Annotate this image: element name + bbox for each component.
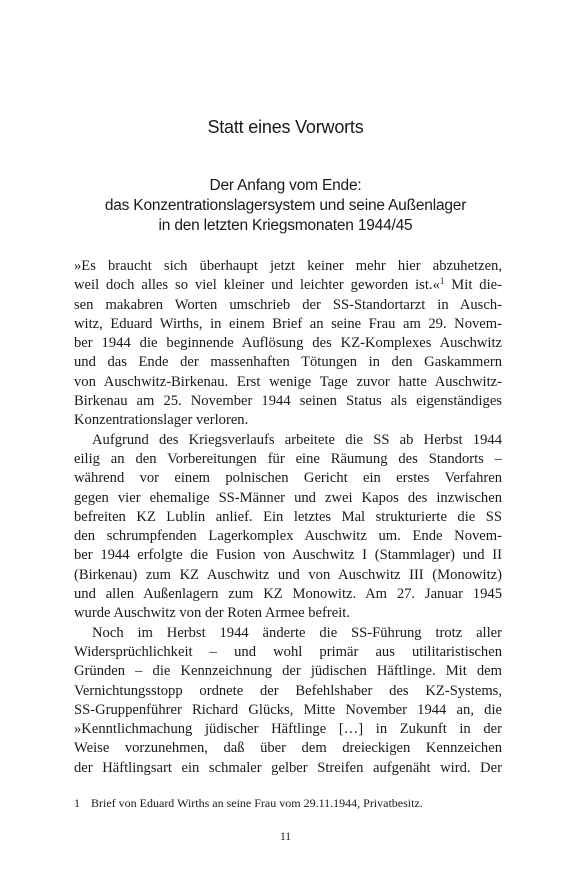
- text-line: Konzentrationslager verloren.: [74, 412, 249, 429]
- text-line: Gründen – die Kennzeichnung der jüdischen Häftlinge. Mit dem: [74, 663, 502, 680]
- page-number: 11: [279, 831, 292, 843]
- body-text: [74, 257, 502, 778]
- text-line: Noch im Herbst 1944 änderte die SS-Führung trotz aller: [92, 624, 502, 641]
- text-line: der Häftlingsart ein schmaler gelber Streifen aufgenäht wird. Der: [74, 759, 502, 776]
- text-line: sen makabren Worten umschrieb der SS-Standortarzt in Ausch-: [74, 296, 502, 313]
- text-segment: weil doch alles so viel kleiner und leichter geworden ist.«: [74, 277, 440, 294]
- text-line: befreiten KZ Lublin anlief. Ein letztes Mal strukturierte die SS: [74, 508, 502, 525]
- text-line: Weise vorzunehmen, daß über dem dreieckigen Kennzeichen: [74, 740, 502, 757]
- text-segment: Mit die-: [444, 277, 502, 294]
- text-line: Aufgrund des Kriegsverlaufs arbeitete die SS ab Herbst 1944: [92, 431, 502, 448]
- text-line: wurde Auschwitz von der Roten Armee befreit.: [74, 605, 350, 622]
- footnote-text: Brief von Eduard Wirths an seine Frau vom 29.11.1944, Privatbesitz.: [91, 796, 423, 810]
- text-line: von Auschwitz-Birkenau. Erst wenige Tage zuvor hatte Auschwitz-: [74, 373, 502, 390]
- text-line: gegen vier ehemalige SS-Männer und zwei Kapos des inzwischen: [74, 489, 502, 506]
- chapter-subtitle: [60, 176, 511, 236]
- text-line: und das Ende der massenhaften Tötungen in den Gaskammern: [74, 354, 502, 371]
- text-line: ber 1944 die beginnende Auflösung des KZ-Komplexes Auschwitz: [74, 335, 502, 352]
- subtitle-line: in den letzten Kriegsmonaten 1944/45: [158, 217, 413, 234]
- text-line: ber 1944 erfolgte die Fusion von Auschwitz I (Stammlager) und II: [74, 547, 502, 564]
- text-line: [74, 276, 502, 295]
- footnote: [74, 795, 514, 811]
- text-line: eilig an den Vorbereitungen für eine Räumung des Standorts –: [74, 450, 502, 467]
- text-line: (Birkenau) zum KZ Auschwitz und von Auschwitz III (Monowitz): [74, 566, 502, 583]
- text-line: »Es braucht sich überhaupt jetzt keiner mehr hier abzuhetzen,: [74, 258, 502, 274]
- footnote-reference[interactable]: 1: [439, 276, 445, 287]
- text-line: witz, Eduard Wirths, in einem Brief an seine Frau am 29. Novem-: [74, 315, 502, 332]
- subtitle-line: das Konzentrationslagersystem und seine Außenlager: [104, 197, 467, 214]
- text-line: SS-Gruppenführer Richard Glücks, Mitte November 1944 an, die: [74, 701, 502, 718]
- text-line: Birkenau am 25. November 1944 seinen Status als eigenständiges: [74, 393, 502, 410]
- subtitle-line: Der Anfang vom Ende:: [209, 177, 362, 194]
- text-line: Vernichtungsstopp ordnete der Befehlshaber des KZ-Systems,: [74, 682, 502, 699]
- text-line: Widersprüchlichkeit – und wohl primär aus utilitaristischen: [74, 643, 502, 660]
- text-line: »Kenntlichmachung jüdischer Häftlinge […] in Zukunft in der: [74, 721, 502, 738]
- text-line: und allen Außenlagern zum KZ Monowitz. Am 27. Januar 1945: [74, 586, 502, 603]
- chapter-title: Statt eines Vorworts: [207, 117, 364, 137]
- text-line: während vor einem polnischen Gericht ein erstes Verfahren: [74, 470, 502, 487]
- text-line: den schrumpfenden Lagerkomplex Auschwitz um. Ende Novem-: [74, 528, 502, 545]
- footnote-number: 1: [74, 796, 80, 810]
